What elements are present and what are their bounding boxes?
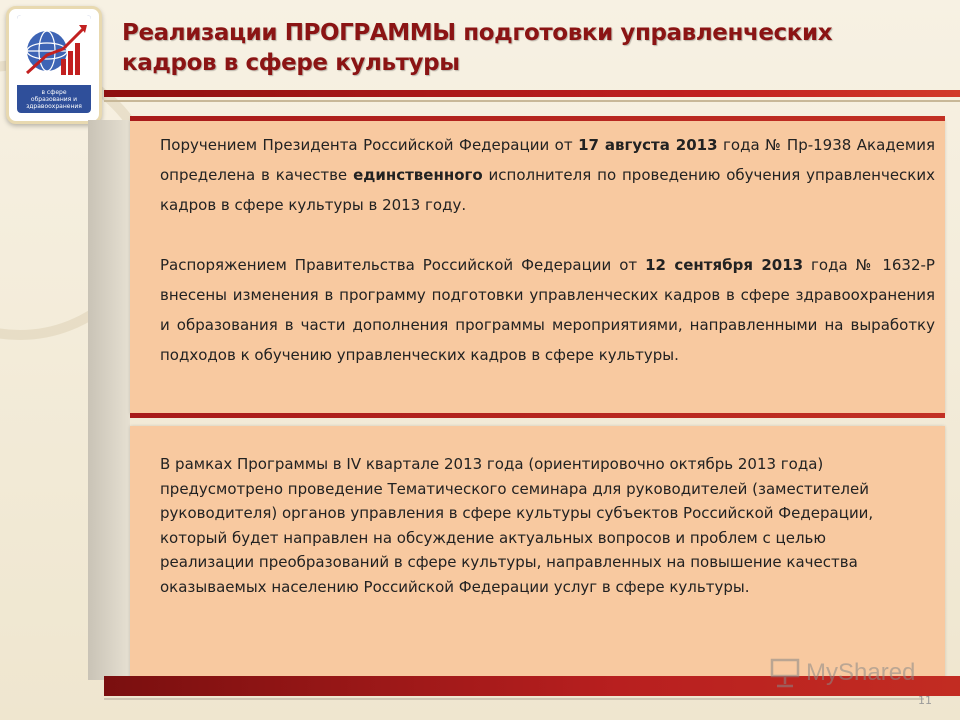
logo-caption-line: образования и bbox=[30, 96, 78, 103]
logo-caption-line: здравоохранения bbox=[26, 103, 82, 110]
bold-term: единственного bbox=[353, 166, 483, 184]
slide-title bbox=[122, 18, 942, 78]
slide-title-line2: кадров в сфере культуры bbox=[122, 50, 460, 76]
panel-bottom-border bbox=[130, 413, 945, 418]
text-run: года № 1632-Р внесены изменения в программу подготовки управленческих кадров в сфере здравоохранения и образования в части дополнения программы мероприятиями, направленными на выработку подходов к обучению управленческих кадров в сфере культуры. bbox=[160, 256, 935, 364]
logo-caption-line: в сфере bbox=[41, 89, 67, 96]
content-panel-top bbox=[130, 120, 945, 414]
text-run: Поручением Президента Российской Федерации от bbox=[160, 136, 579, 154]
panel-side-shadow bbox=[88, 120, 130, 680]
footer-rule bbox=[104, 698, 924, 700]
globe-chart-icon bbox=[17, 15, 91, 85]
title-underline-bar bbox=[104, 90, 960, 97]
content-panel-bottom bbox=[130, 426, 945, 680]
paragraph-president-order bbox=[160, 130, 935, 220]
bold-date: 12 сентября 2013 bbox=[645, 256, 804, 274]
title-underline-rule bbox=[104, 100, 960, 102]
page-number: 11 bbox=[918, 694, 932, 707]
logo bbox=[6, 6, 102, 124]
bold-date: 17 августа 2013 bbox=[578, 136, 718, 154]
slide-title-line1: Реализации ПРОГРАММЫ подготовки управленческих bbox=[122, 20, 833, 46]
watermark-text: MyShared bbox=[806, 659, 916, 686]
paragraph-government-order bbox=[160, 250, 935, 370]
presentation-board-icon bbox=[768, 658, 802, 688]
text-run: исполнителя по проведению обучения управленческих кадров в сфере культуры в 2013 году. bbox=[160, 166, 935, 214]
logo-caption bbox=[19, 89, 89, 110]
text-run: года № Пр-1938 Академия определена в качестве bbox=[160, 136, 935, 184]
text-run: Распоряжением Правительства Российской Федерации от bbox=[160, 256, 646, 274]
panel-top-border bbox=[130, 116, 945, 121]
logo-emblem bbox=[17, 15, 91, 113]
watermark bbox=[768, 656, 915, 690]
paragraph-seminar: В рамках Программы в IV квартале 2013 года (ориентировочно октябрь 2013 года) предусмотрено проведение Тематического семинара для руководителей (заместителей руководителя) органов управления в сфере культуры субъектов Российской Федерации, который будет направлен на обсуждение актуальных вопросов и проблем с целью реализации преобразований в сфере культуры, направленных на повышение качества оказываемых населению Российской Федерации услуг в сфере культуры. bbox=[160, 455, 874, 596]
